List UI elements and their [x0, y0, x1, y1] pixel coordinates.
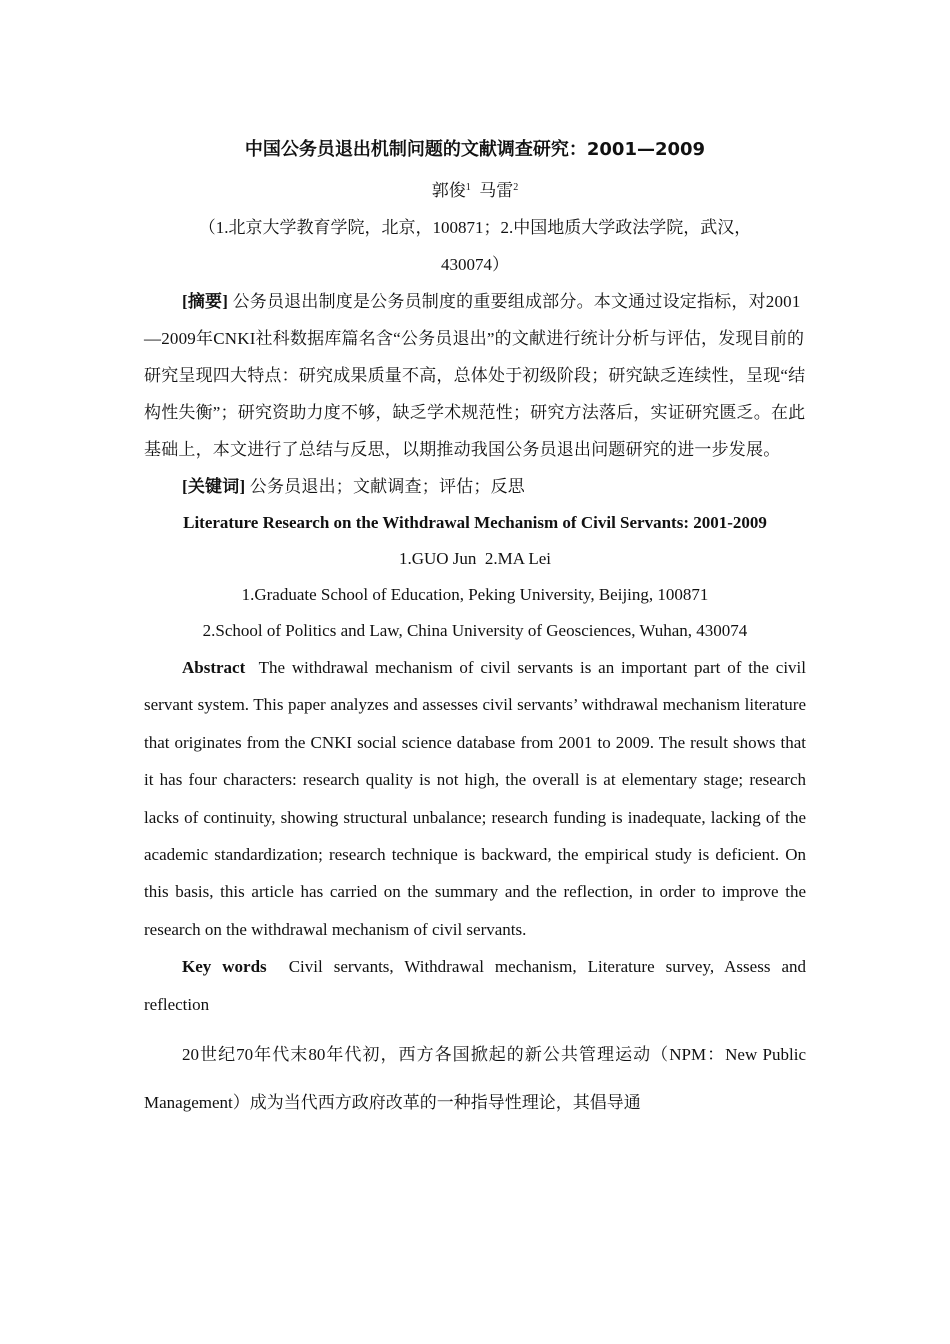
paper-title-zh: 中国公务员退出机制问题的文献调查研究：2001—2009: [244, 139, 706, 160]
keywords-zh: [144, 468, 806, 505]
keywords-en: [144, 948, 806, 1023]
body-intro-paragraph: 20世纪70年代末80年代初，西方各国掀起的新公共管理运动（NPM：New Public Management）成为当代西方政府改革的一种指导性理论，其倡导通: [144, 1045, 806, 1113]
affiliation-en-1: 1.Graduate School of Education, Peking University, Beijing, 100871: [241, 585, 709, 604]
author-1-zh: 郭俊: [431, 181, 466, 200]
authors-en: 1.GUO Jun 2.MA Lei: [398, 549, 552, 568]
affiliation-en-2: 2.School of Politics and Law, China University of Geosciences, Wuhan, 430074: [202, 621, 748, 640]
abstract-zh-text: 公务员退出制度是公务员制度的重要组成部分。本文通过设定指标，对2001—2009年CNKI社科数据库篇名含“公务员退出”的文献进行统计分析与评估，发现目前的研究呈现四大特点：研究成果质量不高，总体处于初级阶段；研究缺乏连续性，呈现“结构性失衡”；研究资助力度不够，缺乏学术规范性；研究方法落后，实证研究匮乏。在此基础上，本文进行了总结与反思，以期推动我国公务员退出问题研究的进一步发展。: [144, 292, 806, 459]
keywords-en-label: Key words: [182, 957, 267, 977]
abstract-zh: [144, 283, 806, 468]
abstract-en-text: The withdrawal mechanism of civil servants is an important part of the civil servant system. This paper analyzes and assesses civil servants’ withdrawal mechanism literature that originates from the CNKI social science database from 2001 to 2009. The result shows that it has four characters: research quality is not high, the overall is at elementary stage; research lacks of continuity, showing structural unbalance; research funding is inadequate, lacking of the academic standardization; research technique is backward, the empirical study is deficient. On this basis, this article has carried on the summary and the reflection, in order to improve the research on the withdrawal mechanism of civil servants.: [144, 658, 807, 939]
authors-zh: [144, 169, 806, 209]
paper-title-en: Literature Research on the Withdrawal Mechanism of Civil Servants: 2001-2009: [183, 513, 767, 532]
abstract-zh-label: [摘要]: [182, 292, 229, 311]
abstract-en-label: Abstract: [182, 658, 246, 677]
affiliation-zh-line-1: （1.北京大学教育学院，北京，100871；2.中国地质大学政法学院，武汉，: [198, 218, 752, 237]
paper-content: [144, 133, 806, 1127]
keywords-zh-text: 公务员退出；文献调查；评估；反思: [249, 477, 525, 496]
author-2-sup: 2: [513, 182, 519, 193]
keywords-zh-label: [关键词]: [182, 477, 246, 496]
author-1-sup: 1: [465, 182, 471, 193]
keywords-en-text: Civil servants, Withdrawal mechanism, Literature survey, Assess and reflection: [144, 957, 806, 1014]
affiliation-zh-line-2: 430074）: [441, 255, 509, 274]
abstract-en: [144, 649, 806, 948]
author-2-zh: 马雷: [479, 181, 514, 200]
section-gap: [144, 1023, 806, 1031]
